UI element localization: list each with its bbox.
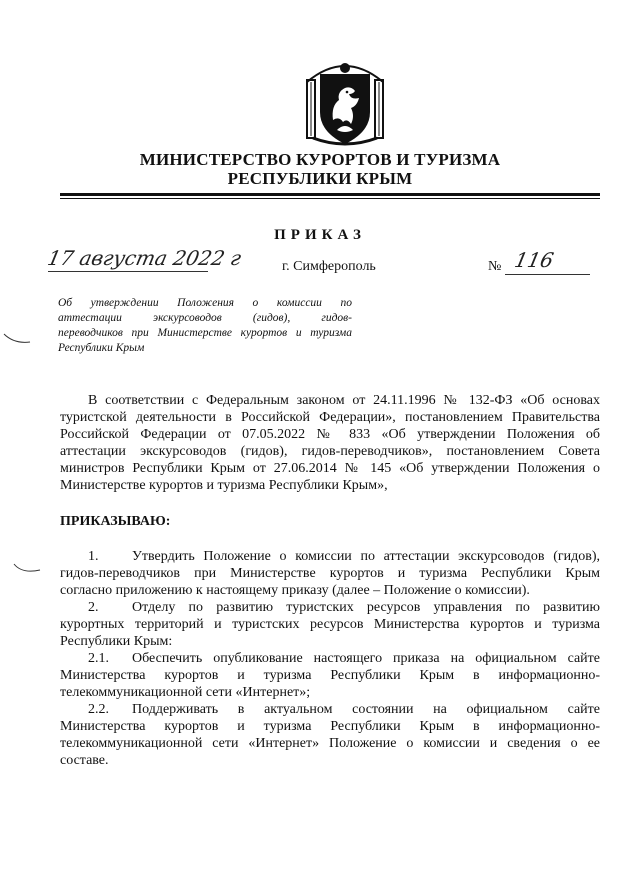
- handwritten-order-number: 116: [512, 248, 556, 272]
- item-line: телекоммуникационной сети «Интернет» Положение о комиссии и сведения о ее: [60, 736, 600, 751]
- item-line: Отделу по развитию туристских ресурсов управления по развитию: [132, 600, 600, 615]
- item-line: Республики Крым:: [60, 634, 173, 649]
- preamble-line: Министерстве курортов и туризма Республики Крым»,: [60, 478, 388, 493]
- subject-line: переводчиков при Министерстве курортов и туризма: [58, 327, 352, 339]
- order-subject: [58, 296, 352, 356]
- preamble-line: В соответствии с Федеральным законом от 24.11.1996 № 132-ФЗ «Об основах: [88, 393, 600, 408]
- item-line: гидов-переводчиков при Министерстве курортов и туризма Республики Крым: [60, 566, 600, 581]
- item-line: составе.: [60, 753, 109, 768]
- preamble-line: министров Республики Крым от 27.06.2014 № 145 «Об утверждении Положения о: [60, 461, 600, 476]
- item-line: Утвердить Положение о комиссии по аттестации экскурсоводов (гидов),: [132, 549, 600, 564]
- item-number: 1.: [88, 549, 99, 564]
- order-item-2-2: [60, 701, 600, 769]
- order-item-2: [60, 599, 600, 650]
- header-rule-thick: [60, 193, 600, 196]
- crimea-coat-of-arms-icon: [303, 58, 387, 148]
- handwritten-date: 17 августа 2022 г: [45, 246, 244, 270]
- margin-pen-mark-icon: [0, 560, 60, 580]
- item-line: Министерства курортов и туризма Республики Крым в информационно-: [60, 668, 600, 683]
- subject-line: Об утверждении Положения о комиссии по: [58, 297, 352, 309]
- date-underline: [48, 271, 208, 272]
- order-item-2-1: [60, 650, 600, 701]
- ministry-title-line2: РЕСПУБЛИКИ КРЫМ: [227, 169, 413, 188]
- order-item-1: [60, 548, 600, 599]
- number-sign: №: [488, 259, 502, 274]
- order-word: ПРИКАЗЫВАЮ:: [60, 514, 171, 529]
- city: г. Симферополь: [282, 259, 376, 274]
- item-number: 2.: [88, 600, 99, 615]
- ministry-title-line1: МИНИСТЕРСТВО КУРОРТОВ И ТУРИЗМА: [139, 150, 501, 169]
- header-rule-thin: [60, 198, 600, 199]
- number-underline: [505, 274, 590, 275]
- item-line: Обеспечить опубликование настоящего приказа на официальном сайте: [132, 651, 600, 666]
- item-number: 2.1.: [88, 651, 109, 666]
- item-number: 2.2.: [88, 702, 109, 717]
- preamble-line: туристской деятельности в Российской Федерации», постановлением Правительства: [60, 410, 600, 425]
- item-line: согласно приложению к настоящему приказу (далее – Положение о комиссии).: [60, 583, 530, 598]
- item-line: курортных территорий и туристских ресурсов Министерства курортов и туризма: [60, 617, 600, 632]
- subject-line: аттестации экскурсоводов (гидов), гидов-: [58, 312, 352, 324]
- preamble: [60, 392, 600, 494]
- item-line: Министерства курортов и туризма Республики Крым в информационно-: [60, 719, 600, 734]
- preamble-line: аттестации экскурсоводов (гидов), гидов-переводчиков», постановлением Совета: [60, 444, 600, 459]
- item-line: телекоммуникационной сети «Интернет»;: [60, 685, 311, 700]
- margin-pen-mark-icon: [0, 330, 60, 350]
- preamble-line: Российской Федерации от 07.05.2022 № 833 «Об утверждении Положения об: [60, 427, 600, 442]
- subject-line: Республики Крым: [58, 342, 145, 354]
- order-title: ПРИКАЗ: [274, 227, 366, 243]
- item-line: Поддерживать в актуальном состоянии на официальном сайте: [132, 702, 600, 717]
